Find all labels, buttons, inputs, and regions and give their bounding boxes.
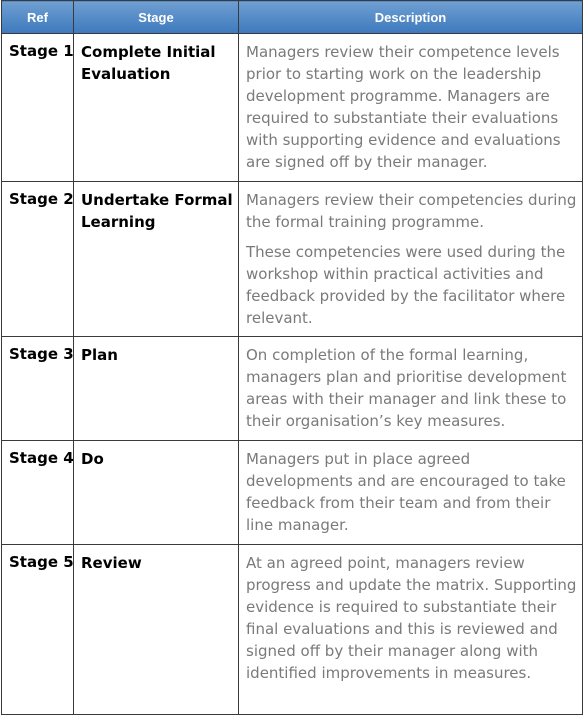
description-cell xyxy=(239,182,583,337)
ref-cell: Stage 2 xyxy=(2,182,74,337)
header-stage: Stage xyxy=(74,1,239,34)
description-cell xyxy=(239,337,583,441)
description-text: Managers review their competence levels prior to starting work on the leadership development programme. Managers are required to substantiate their evaluations with supporting evidence and evaluations are signed off by their manager. xyxy=(246,43,561,171)
header-row xyxy=(2,1,583,34)
description-cell xyxy=(239,34,583,182)
stage-cell: Review xyxy=(74,545,239,715)
table-row xyxy=(2,182,583,337)
description-text: Managers put in place agreed developments and are encouraged to take feedback from their team and from their line manager. xyxy=(246,450,566,534)
ref-cell: Stage 1 xyxy=(2,34,74,182)
description-text: Managers review their competencies during the formal training programme. xyxy=(246,191,577,231)
header-ref: Ref xyxy=(2,1,74,34)
table-row xyxy=(2,337,583,441)
ref-cell: Stage 3 xyxy=(2,337,74,441)
table-row xyxy=(2,34,583,182)
stage-cell: Plan xyxy=(74,337,239,441)
stage-cell: Undertake Formal Learning xyxy=(74,182,239,337)
header-description: Description xyxy=(239,1,583,34)
stage-cell: Do xyxy=(74,441,239,545)
description-text: On completion of the formal learning, managers plan and prioritise development areas with their manager and link these to their organisation’s key measures. xyxy=(246,346,567,430)
stage-cell: Complete Initial Evaluation xyxy=(74,34,239,182)
ref-cell: Stage 4 xyxy=(2,441,74,545)
ref-cell: Stage 5 xyxy=(2,545,74,715)
description-text: At an agreed point, managers review progress and update the matrix. Supporting evidence is required to substantiate their final evaluations and this is reviewed and signed off by their manager along with identified improvements in measures. xyxy=(246,554,577,682)
stages-table xyxy=(1,0,583,715)
description-cell xyxy=(239,441,583,545)
table-row xyxy=(2,545,583,715)
table-row xyxy=(2,441,583,545)
description-text: These competencies were used during the workshop within practical activities and feedback provided by the facilitator where relevant. xyxy=(246,243,566,327)
description-cell xyxy=(239,545,583,715)
